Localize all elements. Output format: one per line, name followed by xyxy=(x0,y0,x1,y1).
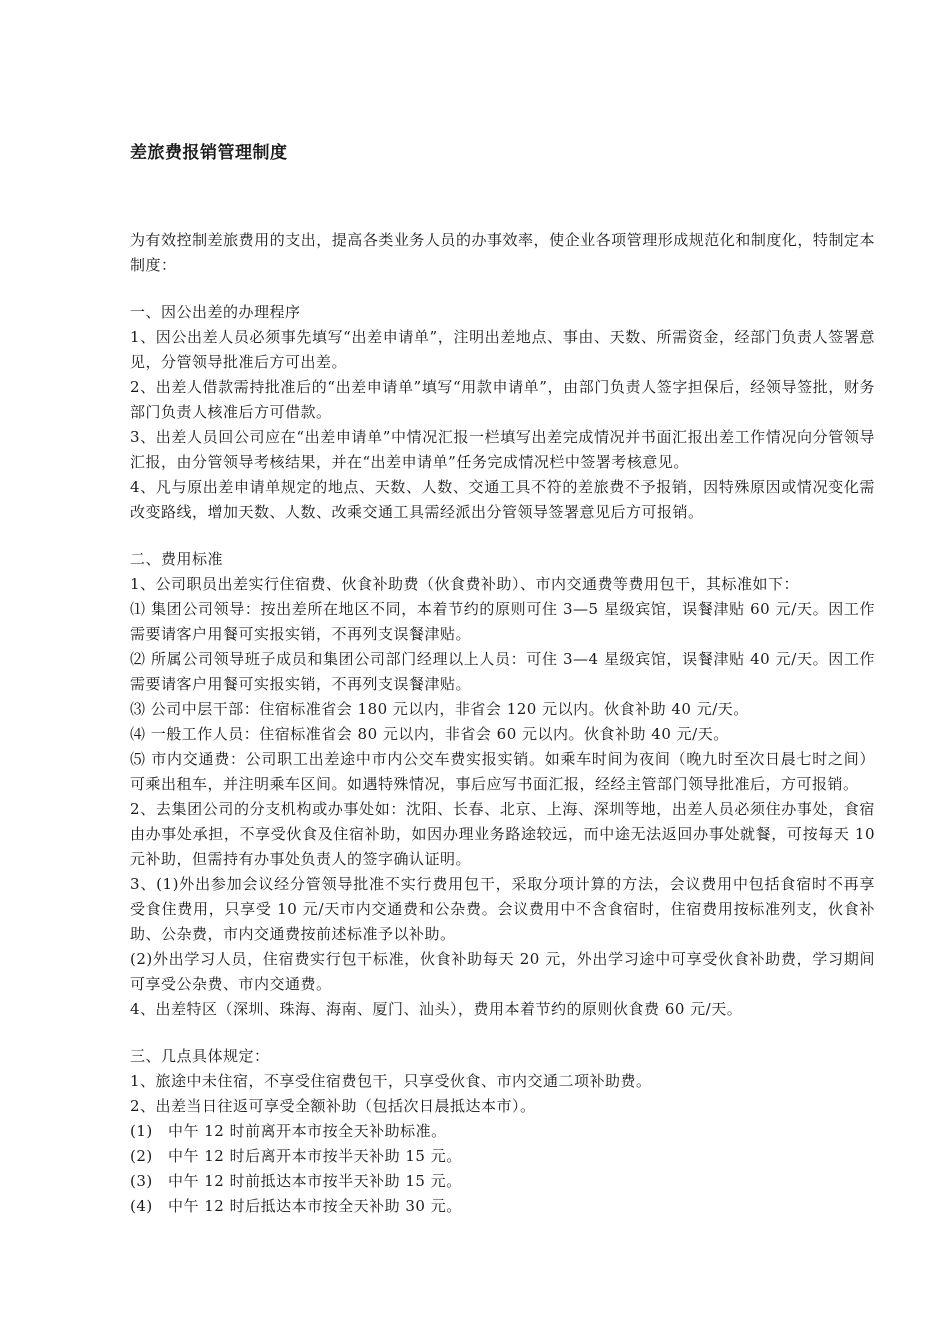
section-2-para: 2、去集团公司的分支机构或办事处如：沈阳、长春、北京、上海、深圳等地，出差人员必须住办事处，食宿由办事处承担，不享受伙食及住宿补助，如因办理业务路途较远，而中途无法返回办事处就餐，可按每天 10 元补助，但需持有办事处负责人的签字确认证明。 xyxy=(130,800,875,868)
section-2-para: ⑵ 所属公司领导班子成员和集团公司部门经理以上人员：可住 3—4 星级宾馆，误餐津贴 40 元/天。因工作需要请客户用餐可实报实销，不再列支误餐津贴。 xyxy=(130,650,875,693)
list-item xyxy=(130,1194,875,1219)
spacer xyxy=(130,525,875,547)
section-3-para: 2、出差当日往返可享受全额补助（包括次日晨抵达本市）。 xyxy=(130,1097,536,1115)
section-3-para: 1、旅途中未住宿，不享受住宿费包干，只享受伙食、市内交通二项补助费。 xyxy=(130,1072,652,1090)
list-text: 中午 12 时后离开本市按半天补助 15 元。 xyxy=(168,1147,462,1165)
list-item xyxy=(130,1119,875,1144)
list-item xyxy=(130,1144,875,1169)
list-text: 中午 12 时后抵达本市按全天补助 30 元。 xyxy=(168,1197,462,1215)
section-2-para: ⑸ 市内交通费：公司职工出差途中市内公交车费实报实销。如乘车时间为夜间（晚九时至次日晨七时之间）可乘出租车，并注明乘车区间。如遇特殊情况，事后应写书面汇报，经经主管部门领导批准后，方可报销。 xyxy=(130,750,875,793)
list-number: (4) xyxy=(130,1197,153,1215)
section-2-para: ⑶ 公司中层干部：住宿标准省会 180 元以内，非省会 120 元以内。伙食补助 40 元/天。 xyxy=(130,700,749,718)
intro-paragraph: 为有效控制差旅费用的支出，提高各类业务人员的办事效率，使企业各项管理形成规范化和制度化，特制定本制度： xyxy=(130,231,875,274)
section-1-para: 3、出差人员回公司应在“出差申请单”中情况汇报一栏填写出差完成情况并书面汇报出差工作情况向分管领导汇报，由分管领导考核结果，并在“出差申请单”任务完成情况栏中签署考核意见。 xyxy=(130,428,875,471)
spacer xyxy=(130,1022,875,1044)
list-number: (3) xyxy=(130,1172,153,1190)
document-page xyxy=(130,140,875,1219)
section-2-para: ⑴ 集团公司领导：按出差所在地区不同，本着节约的原则可住 3—5 星级宾馆，误餐津贴 60 元/天。因工作需要请客户用餐可实报实销，不再列支误餐津贴。 xyxy=(130,600,875,643)
section-2-para: 3、(1)外出参加会议经分管领导批准不实行费用包干，采取分项计算的方法，会议费用中包括食宿时不再享受食住费用，只享受 10 元/天市内交通费和公杂费。会议费用中不含食宿时，住宿费用按标准列支，伙食补助、公杂费，市内交通费按前述标准予以补助。 xyxy=(130,875,875,943)
list-item xyxy=(130,1169,875,1194)
section-1-para: 4、凡与原出差申请单规定的地点、天数、人数、交通工具不符的差旅费不予报销，因特殊原因或情况变化需改变路线，增加天数、人数、改乘交通工具需经派出分管领导签署意见后方可报销。 xyxy=(130,478,875,521)
section-2-heading: 二、费用标准 xyxy=(130,550,224,568)
list-text: 中午 12 时前离开本市按全天补助标准。 xyxy=(168,1122,447,1140)
section-2-para: ⑷ 一般工作人员：住宿标准省会 80 元以内，非省会 60 元以内。伙食补助 40 元/天。 xyxy=(130,725,729,743)
section-1-para: 2、出差人借款需持批准后的“出差申请单”填写“用款申请单”，由部门负责人签字担保后，经领导签批，财务部门负责人核准后方可借款。 xyxy=(130,378,875,421)
document-title: 差旅费报销管理制度 xyxy=(130,143,288,163)
section-2-para: 4、出差特区（深圳、珠海、海南、厦门、汕头），费用本着节约的原则伙食费 60 元/天。 xyxy=(130,1000,743,1018)
section-3-heading: 三、几点具体规定： xyxy=(130,1047,270,1065)
spacer xyxy=(130,278,875,300)
section-2-para: 1、公司职员出差实行住宿费、伙食补助费（伙食费补助）、市内交通费等费用包干，其标准如下： xyxy=(130,575,800,593)
list-text: 中午 12 时前抵达本市按半天补助 15 元。 xyxy=(168,1172,462,1190)
list-number: (1) xyxy=(130,1122,153,1140)
section-1-para: 1、因公出差人员必须事先填写“出差申请单”，注明出差地点、事由、天数、所需资金，经部门负责人签署意见，分管领导批准后方可出差。 xyxy=(130,328,875,371)
section-1-heading: 一、因公出差的办理程序 xyxy=(130,303,301,321)
list-number: (2) xyxy=(130,1147,153,1165)
section-2-para: (2)外出学习人员，住宿费实行包干标准，伙食补助每天 20 元，外出学习途中可享受伙食补助费，学习期间可享受公杂费、市内交通费。 xyxy=(130,950,875,993)
